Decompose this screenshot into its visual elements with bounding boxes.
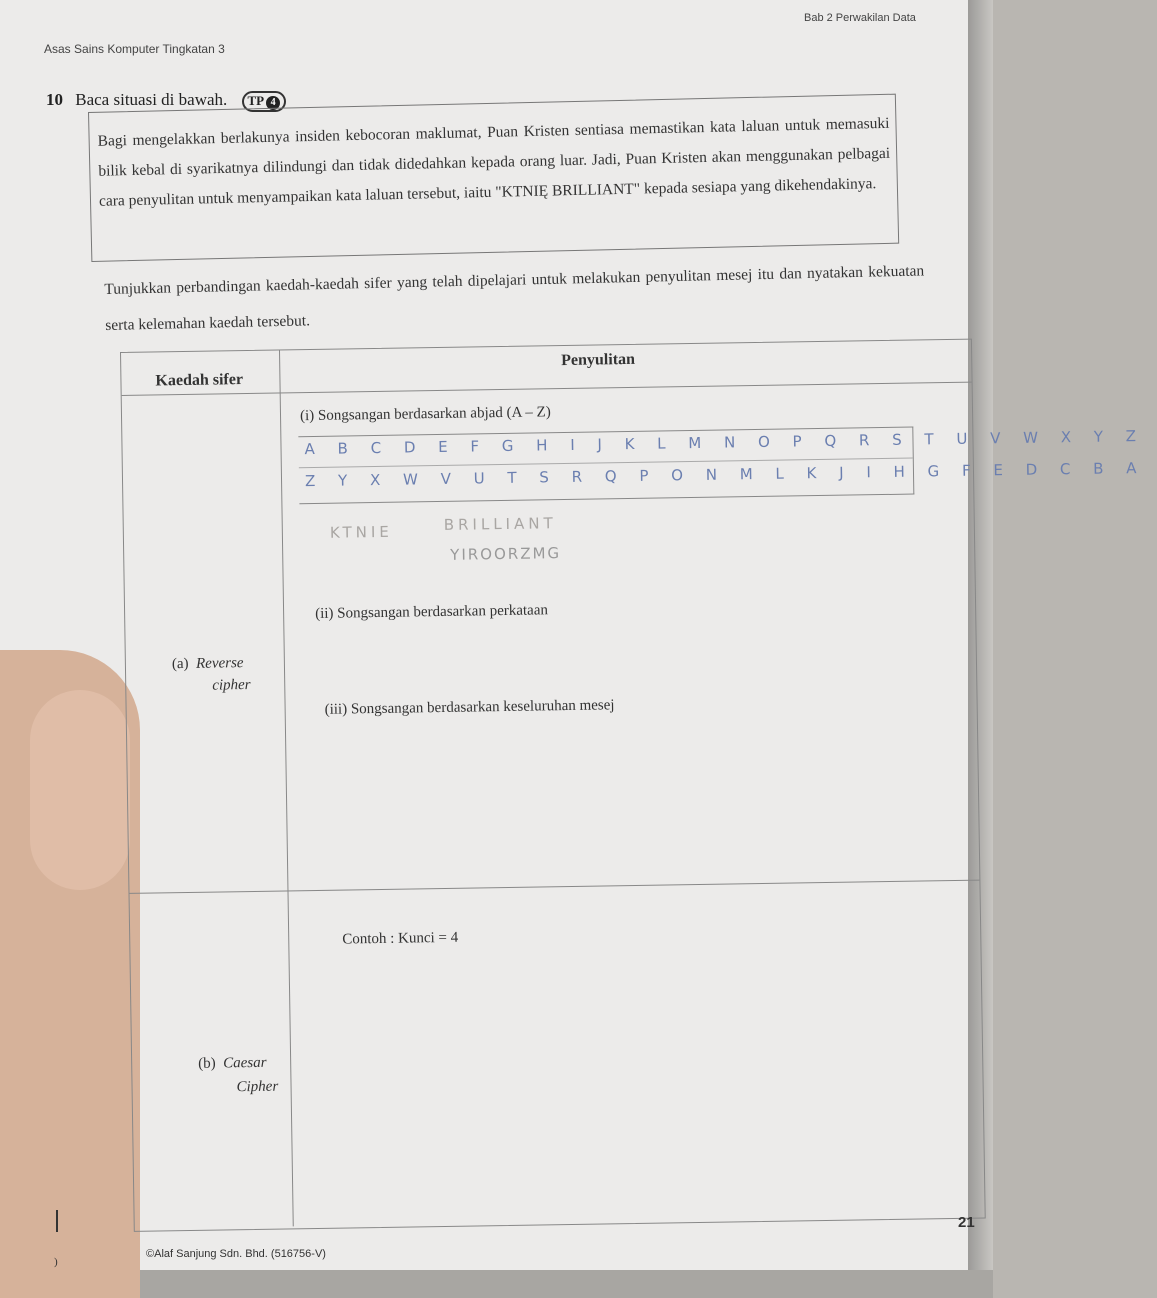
- scenario-box: [88, 94, 899, 262]
- instruction-text: Tunjukkan perbandingan kaedah-kaedah sifer yang telah dipelajari untuk melakukan penyulitan mesej itu dan nyatakan kekuatan serta kelemahan kaedah tersebut.: [104, 262, 925, 334]
- copyright-footer: ©Alaf Sanjung Sdn. Bhd. (516756-V): [146, 1248, 326, 1260]
- item-ii-text: (ii) Songsangan berdasarkan perkataan: [315, 602, 549, 622]
- handwritten-reversed-alphabet: Z Y X W V U T S R Q P O N M L K J I H G F E D C B A: [304, 458, 1146, 491]
- column-divider: [279, 350, 294, 1226]
- row-a-method: Reverse: [195, 655, 244, 672]
- column-header-kaedah: Kaedah sifer: [155, 371, 244, 390]
- question-number: 10: [46, 90, 63, 109]
- handwritten-key-word-1: KTNIE: [329, 522, 393, 542]
- chapter-header: Bab 2 Perwakilan Data: [804, 12, 916, 24]
- row-b-method: Caesar: [223, 1054, 267, 1072]
- thumb-tip: [30, 690, 130, 890]
- page-number: 21: [958, 1214, 975, 1231]
- paren-mark: ): [54, 1256, 58, 1268]
- row-a-method-line2: cipher: [212, 676, 251, 694]
- row-b-prefix: (b): [198, 1055, 216, 1072]
- handwritten-key-word-2: BRILLIANT: [443, 514, 557, 534]
- margin-mark: [56, 1210, 58, 1232]
- row-divider: [129, 880, 979, 894]
- row-b-method-line2: Cipher: [236, 1078, 279, 1096]
- caesar-example: Contoh : Kunci = 4: [342, 929, 459, 948]
- header-divider: [122, 382, 972, 396]
- book-title-header: Asas Sains Komputer Tingkatan 3: [44, 42, 225, 56]
- item-i-text: (i) Songsangan berdasarkan abjad (A – Z): [299, 404, 551, 425]
- question-prompt: Baca situasi di bawah.: [75, 90, 228, 109]
- tp-level: 4: [266, 96, 280, 110]
- row-a-label: [172, 655, 244, 673]
- page-bottom-shadow: [0, 1270, 993, 1298]
- handwritten-alphabet: A B C D E F G H I J K L M N O P Q R S T U V W X Y Z: [304, 426, 1146, 459]
- row-b-label: [198, 1055, 267, 1073]
- row-a-prefix: (a): [171, 655, 189, 673]
- answer-table: [120, 339, 1146, 1232]
- item-iii-text: (iii) Songsangan berdasarkan keseluruhan mesej: [324, 697, 615, 718]
- column-header-penyulitan: Penyulitan: [561, 350, 636, 370]
- scenario-text: Bagi mengelakkan berlakunya insiden kebocoran maklumat, Puan Kristen sentiasa memastikan kata laluan untuk memasuki bilik kebal di syarikatnya dilindungi dan tidak didedahkan kepada orang luar. Jadi, Puan Kristen akan menggunakan pelbagai cara penyulitan untuk menyampaikan kata laluan tersebut, iaitu "KTNIĘ BRILLIANT" kepada sesiapa yang dikehendakinya.: [97, 114, 891, 210]
- handwritten-cipher-word: YIROORZMG: [450, 544, 562, 564]
- tp-label: TP: [247, 93, 265, 108]
